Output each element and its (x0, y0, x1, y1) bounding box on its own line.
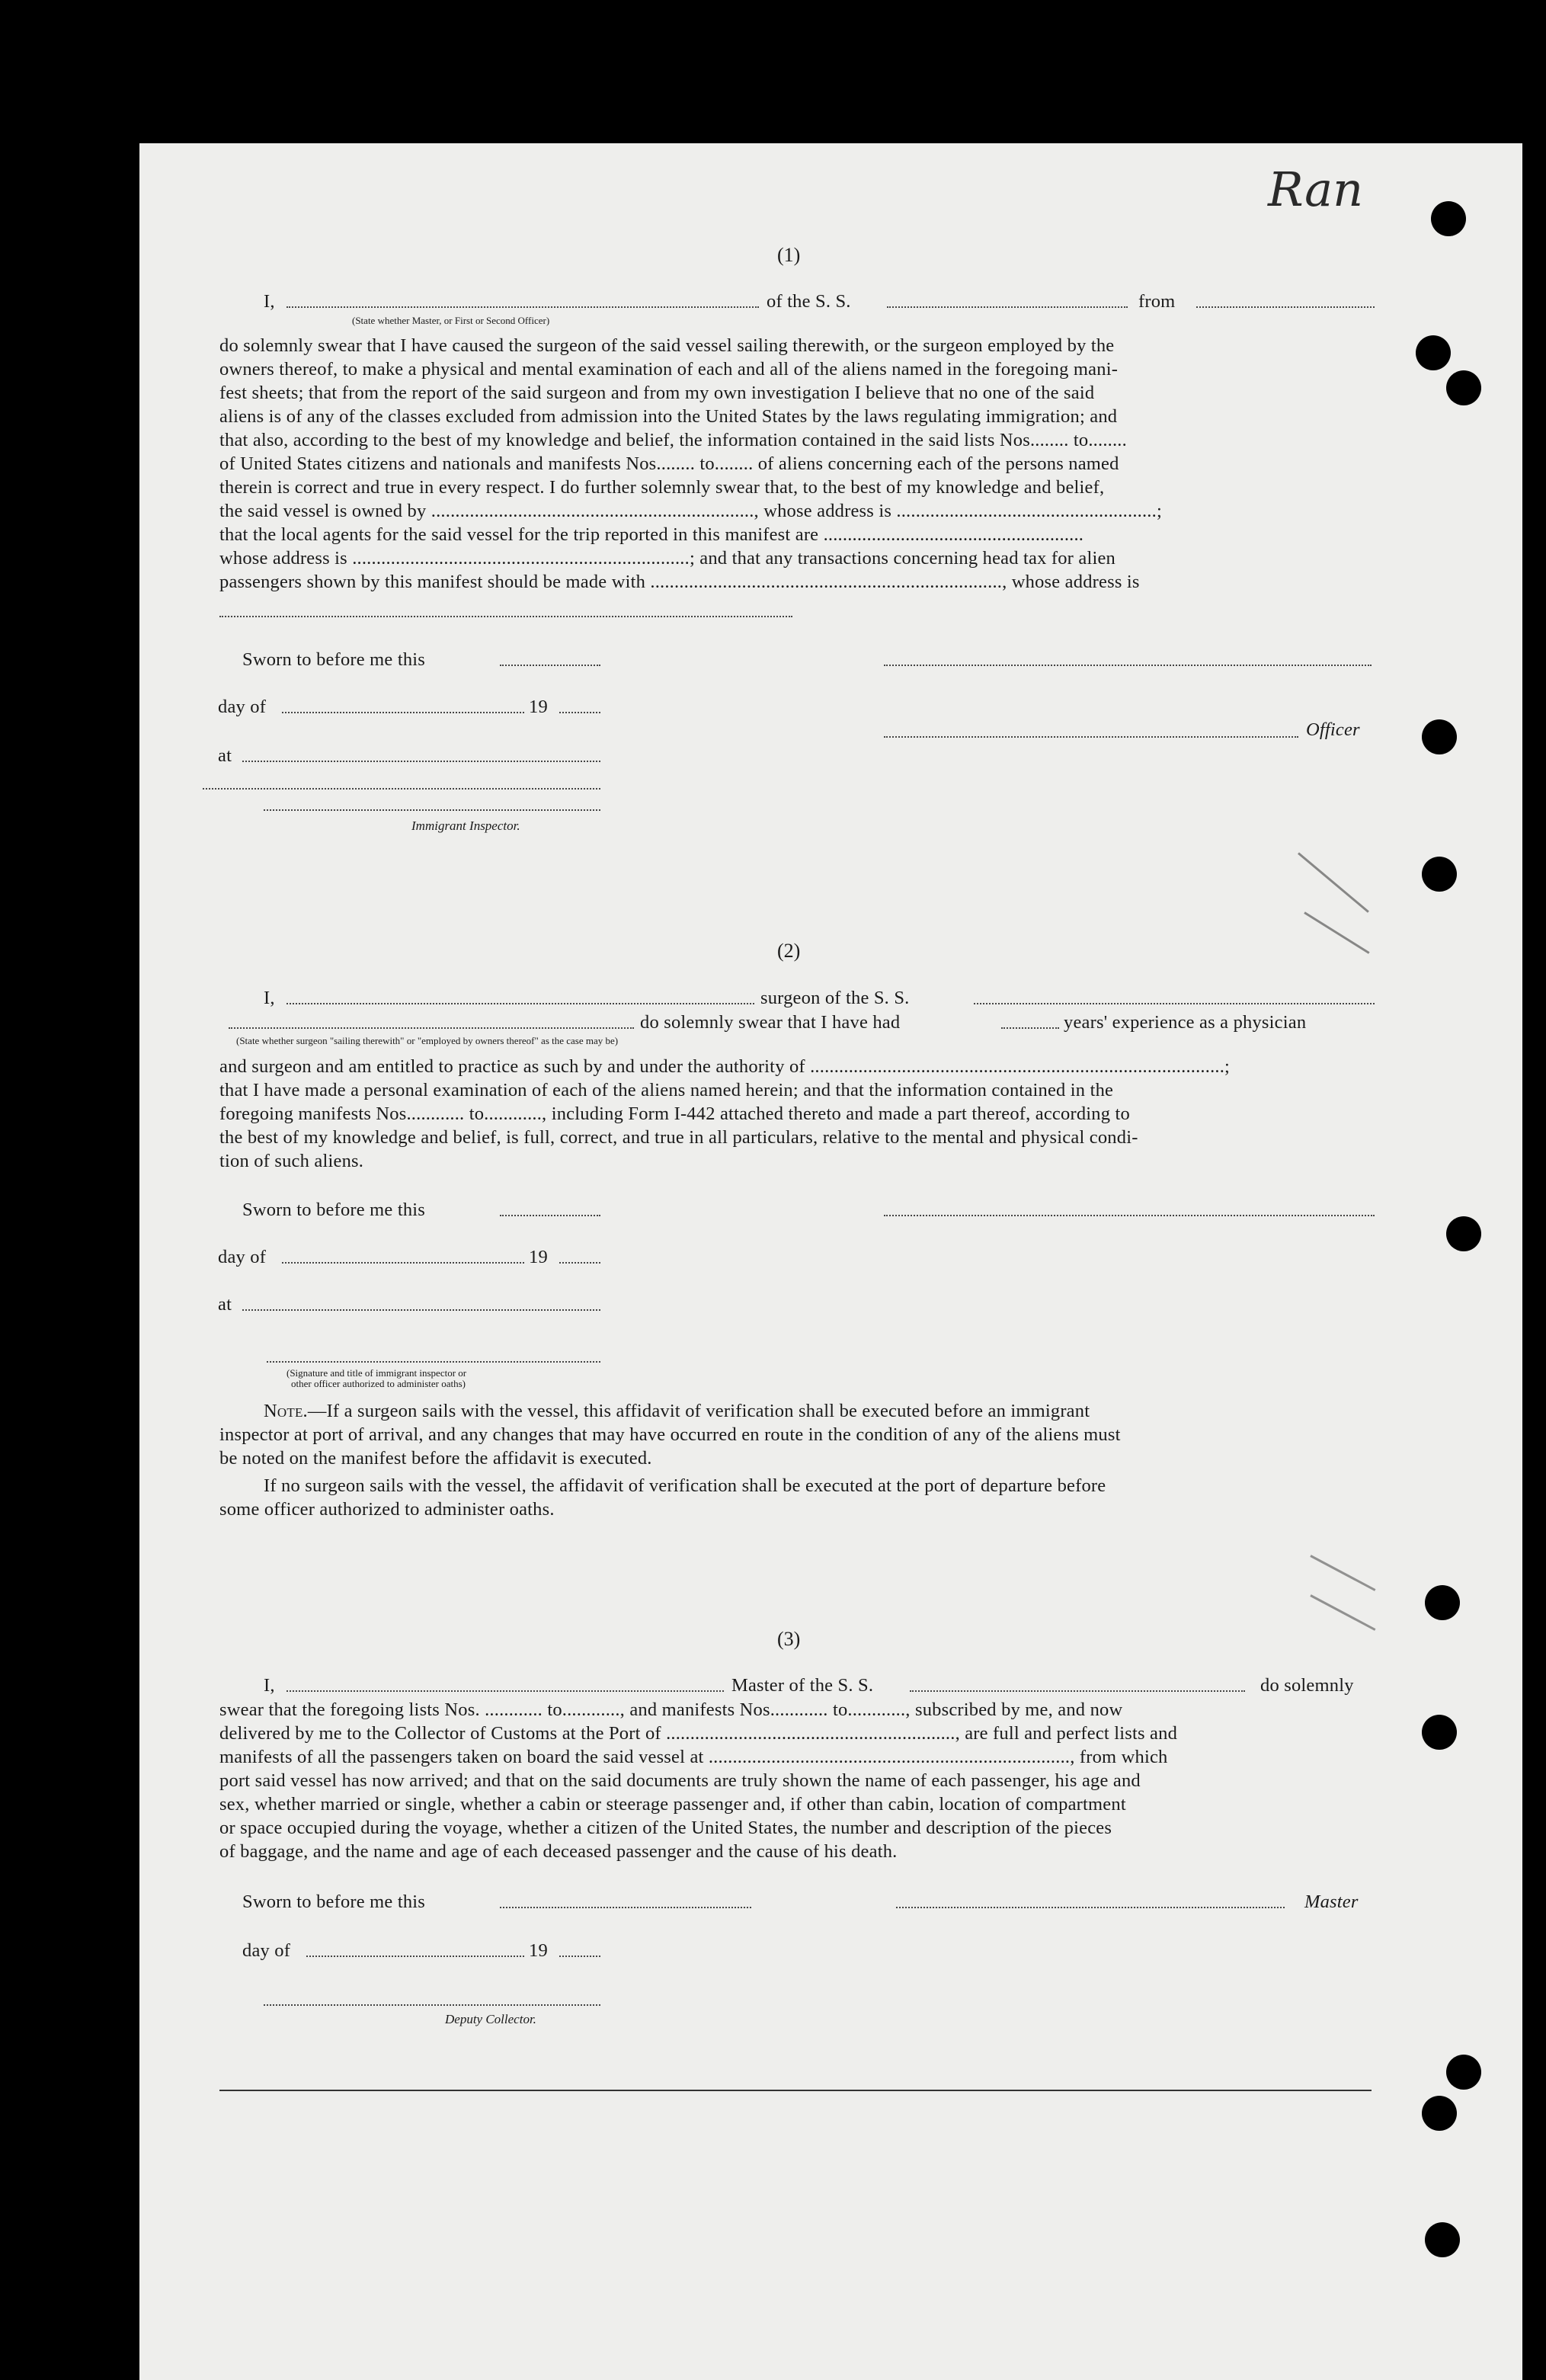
s1-at-field[interactable] (242, 761, 600, 762)
s1-body-line: therein is correct and true in every respect. I do further solemnly swear that, to the best of my knowledge and belief, (219, 477, 1105, 498)
s1-sworn-label: Sworn to before me this (242, 649, 426, 670)
s2-at-label: at (218, 1294, 232, 1315)
s1-body-line: whose address is ......................................................................; and that any transactions concerning head tax for alien (219, 548, 1115, 569)
punch-hole (1422, 2096, 1457, 2131)
s1-body-line: owners thereof, to make a physical and mental examination of each and all of the aliens named in the foregoing mani- (219, 359, 1119, 380)
s2-at-field[interactable] (242, 1309, 600, 1311)
s2-years-label: years' experience as a physician (1064, 1012, 1307, 1033)
s1-body-line: fest sheets; that from the report of the said surgeon and from my own investigation I believe that no one of the said (219, 383, 1095, 403)
corner-handwriting: Ran (1268, 162, 1363, 217)
s2-years-field[interactable] (1001, 1027, 1059, 1029)
s2-sworn-label: Sworn to before me this (242, 1200, 426, 1220)
s3-body-line: delivered by me to the Collector of Customs at the Port of ............................................................, are full and perfect lists and (219, 1723, 1178, 1744)
s2-surgeon-type-field[interactable] (229, 1027, 634, 1029)
bottom-rule (219, 2090, 1372, 2091)
s2-inspector-signature-field[interactable] (267, 1361, 600, 1363)
s3-solemnly-label: do solemnly (1260, 1675, 1354, 1696)
punch-hole (1422, 1715, 1457, 1750)
s3-body-line: sex, whether married or single, whether a cabin or steerage passenger and, if other than cabin, location of compartment (219, 1794, 1126, 1815)
s3-master-label: Master (1304, 1892, 1359, 1912)
s1-address-continuation-field[interactable] (219, 616, 792, 617)
s1-from-field[interactable] (1196, 306, 1375, 308)
s3-sworn-label: Sworn to before me this (242, 1892, 426, 1912)
punch-hole (1416, 335, 1451, 370)
s3-collector-signature-field[interactable] (264, 2004, 600, 2006)
section-3-number: (3) (777, 1628, 801, 1650)
section-2-number: (2) (777, 940, 801, 962)
s1-from-label: from (1138, 291, 1176, 312)
s2-type-caption: (State whether surgeon "sailing therewith" or "employed by owners thereof" as the case may be) (236, 1035, 619, 1046)
s1-day-field[interactable] (282, 712, 524, 713)
punch-hole (1446, 370, 1481, 405)
s3-body-line: swear that the foregoing lists Nos. ............ to............, and manifests Nos............ to............, subscribed by me, and now (219, 1699, 1123, 1720)
s1-at-label: at (218, 745, 232, 766)
s2-swear-label: do solemnly swear that I have had (640, 1012, 901, 1033)
s3-i-label: I, (264, 1675, 275, 1696)
s3-body-line: port said vessel has now arrived; and that on the said documents are truly shown the name of each passenger, his age and (219, 1770, 1141, 1791)
punch-hole (1422, 719, 1457, 754)
s2-sig-caption: other officer authorized to administer oaths) (291, 1378, 466, 1389)
s2-sworn-field[interactable] (500, 1215, 600, 1216)
s2-note2-line: If no surgeon sails with the vessel, the affidavit of verification shall be executed at the port of departure before (264, 1475, 1106, 1496)
s1-year-field[interactable] (559, 712, 600, 713)
s3-year-field[interactable] (559, 1956, 600, 1957)
s1-officer-rank-field[interactable] (286, 306, 759, 308)
s1-body-line: passengers shown by this manifest should be made with ........................................................................., whose address is (219, 572, 1140, 592)
punch-hole (1425, 2222, 1460, 2257)
s2-sig-caption: (Signature and title of immigrant inspector or (286, 1367, 467, 1379)
s3-deputy-label: Deputy Collector. (445, 2012, 536, 2026)
s2-note2-line: some officer authorized to administer oaths. (219, 1499, 555, 1520)
s1-vessel-field[interactable] (887, 306, 1128, 308)
s2-surgeon-name-field[interactable] (286, 1003, 754, 1004)
s2-note-line: inspector at port of arrival, and any changes that may have occurred en route in the condition of any of the aliens must (219, 1424, 1121, 1445)
s2-day-field[interactable] (282, 1262, 524, 1264)
s2-surgeon-of-ss-label: surgeon of the S. S. (760, 988, 910, 1008)
s3-vessel-field[interactable] (910, 1690, 1245, 1692)
s2-body-line: that I have made a personal examination of each of the aliens named herein; and that the information contained in the (219, 1080, 1114, 1100)
s2-year-field[interactable] (559, 1262, 600, 1264)
s2-body-line: tion of such aliens. (219, 1151, 364, 1171)
s3-sworn-field[interactable] (500, 1907, 751, 1908)
s2-surgeon-signature-field[interactable] (884, 1215, 1375, 1216)
s2-day-of-label: day of (218, 1247, 267, 1267)
s1-at-continuation-field[interactable] (203, 788, 600, 790)
s1-officer-title-field[interactable] (884, 736, 1298, 738)
s2-body-line: the best of my knowledge and belief, is full, correct, and true in all particulars, relative to the mental and physical condi- (219, 1127, 1138, 1148)
punch-hole (1422, 857, 1457, 892)
s1-body-line: that the local agents for the said vessel for the trip reported in this manifest are ...................................................... (219, 524, 1084, 545)
s3-master-of-ss-label: Master of the S. S. (731, 1675, 874, 1696)
s2-note-line: be noted on the manifest before the affidavit is executed. (219, 1448, 652, 1469)
s1-year-label: 19 (529, 697, 548, 717)
s1-inspector-signature-field[interactable] (264, 809, 600, 811)
s1-rank-caption: (State whether Master, or First or Second Officer) (352, 315, 550, 326)
s2-body-line: foregoing manifests Nos............ to............, including Form I-442 attached thereto and made a part thereof, according to (219, 1104, 1130, 1124)
s1-body-line: do solemnly swear that I have caused the surgeon of the said vessel sailing therewith, or the surgeon employed by the (219, 335, 1115, 356)
s1-body-line: that also, according to the best of my knowledge and belief, the information contained in the said lists Nos........ to........ (219, 430, 1127, 450)
punch-hole (1446, 1216, 1481, 1251)
s3-year-label: 19 (529, 1940, 548, 1961)
punch-hole (1431, 201, 1466, 236)
punch-hole (1446, 2055, 1481, 2090)
s1-body-line: aliens is of any of the classes excluded from admission into the United States by the laws regulating immigration; and (219, 406, 1118, 427)
s2-i-label: I, (264, 988, 275, 1008)
s3-day-field[interactable] (306, 1956, 524, 1957)
s1-officer-signature-field[interactable] (884, 665, 1372, 666)
s3-body-line: of baggage, and the name and age of each deceased passenger and the cause of his death. (219, 1841, 898, 1862)
s1-of-ss-label: of the S. S. (767, 291, 851, 312)
s3-day-of-label: day of (242, 1940, 291, 1961)
s2-body-line: and surgeon and am entitled to practice as such by and under the authority of ......................................................................................; (219, 1056, 1231, 1077)
s3-master-name-field[interactable] (286, 1690, 724, 1692)
s1-i-label: I, (264, 291, 275, 312)
section-1-number: (1) (777, 244, 801, 266)
s3-body-line: manifests of all the passengers taken on board the said vessel at ..........................................................................., from which (219, 1747, 1168, 1767)
s1-sworn-field[interactable] (500, 665, 600, 666)
s1-body-line: the said vessel is owned by ..................................................................., whose address is ......................................................; (219, 501, 1162, 521)
punch-hole (1425, 1585, 1460, 1620)
s1-body-line: of United States citizens and nationals and manifests Nos........ to........ of aliens concerning each of the persons named (219, 453, 1119, 474)
s2-year-label: 19 (529, 1247, 548, 1267)
s2-vessel-field[interactable] (974, 1003, 1375, 1004)
s3-body-line: or space occupied during the voyage, whether a citizen of the United States, the number and description of the pieces (219, 1818, 1112, 1838)
s1-day-of-label: day of (218, 697, 267, 717)
s1-officer-label: Officer (1306, 719, 1360, 740)
s1-inspector-label: Immigrant Inspector. (411, 818, 520, 833)
s3-master-signature-field[interactable] (896, 1907, 1285, 1908)
s2-note-text: —If a surgeon sails with the vessel, this affidavit of verification shall be executed before an immigrant (307, 1401, 1090, 1421)
s2-note-label: Note. (264, 1401, 308, 1421)
s2-note-line (264, 1401, 1090, 1422)
